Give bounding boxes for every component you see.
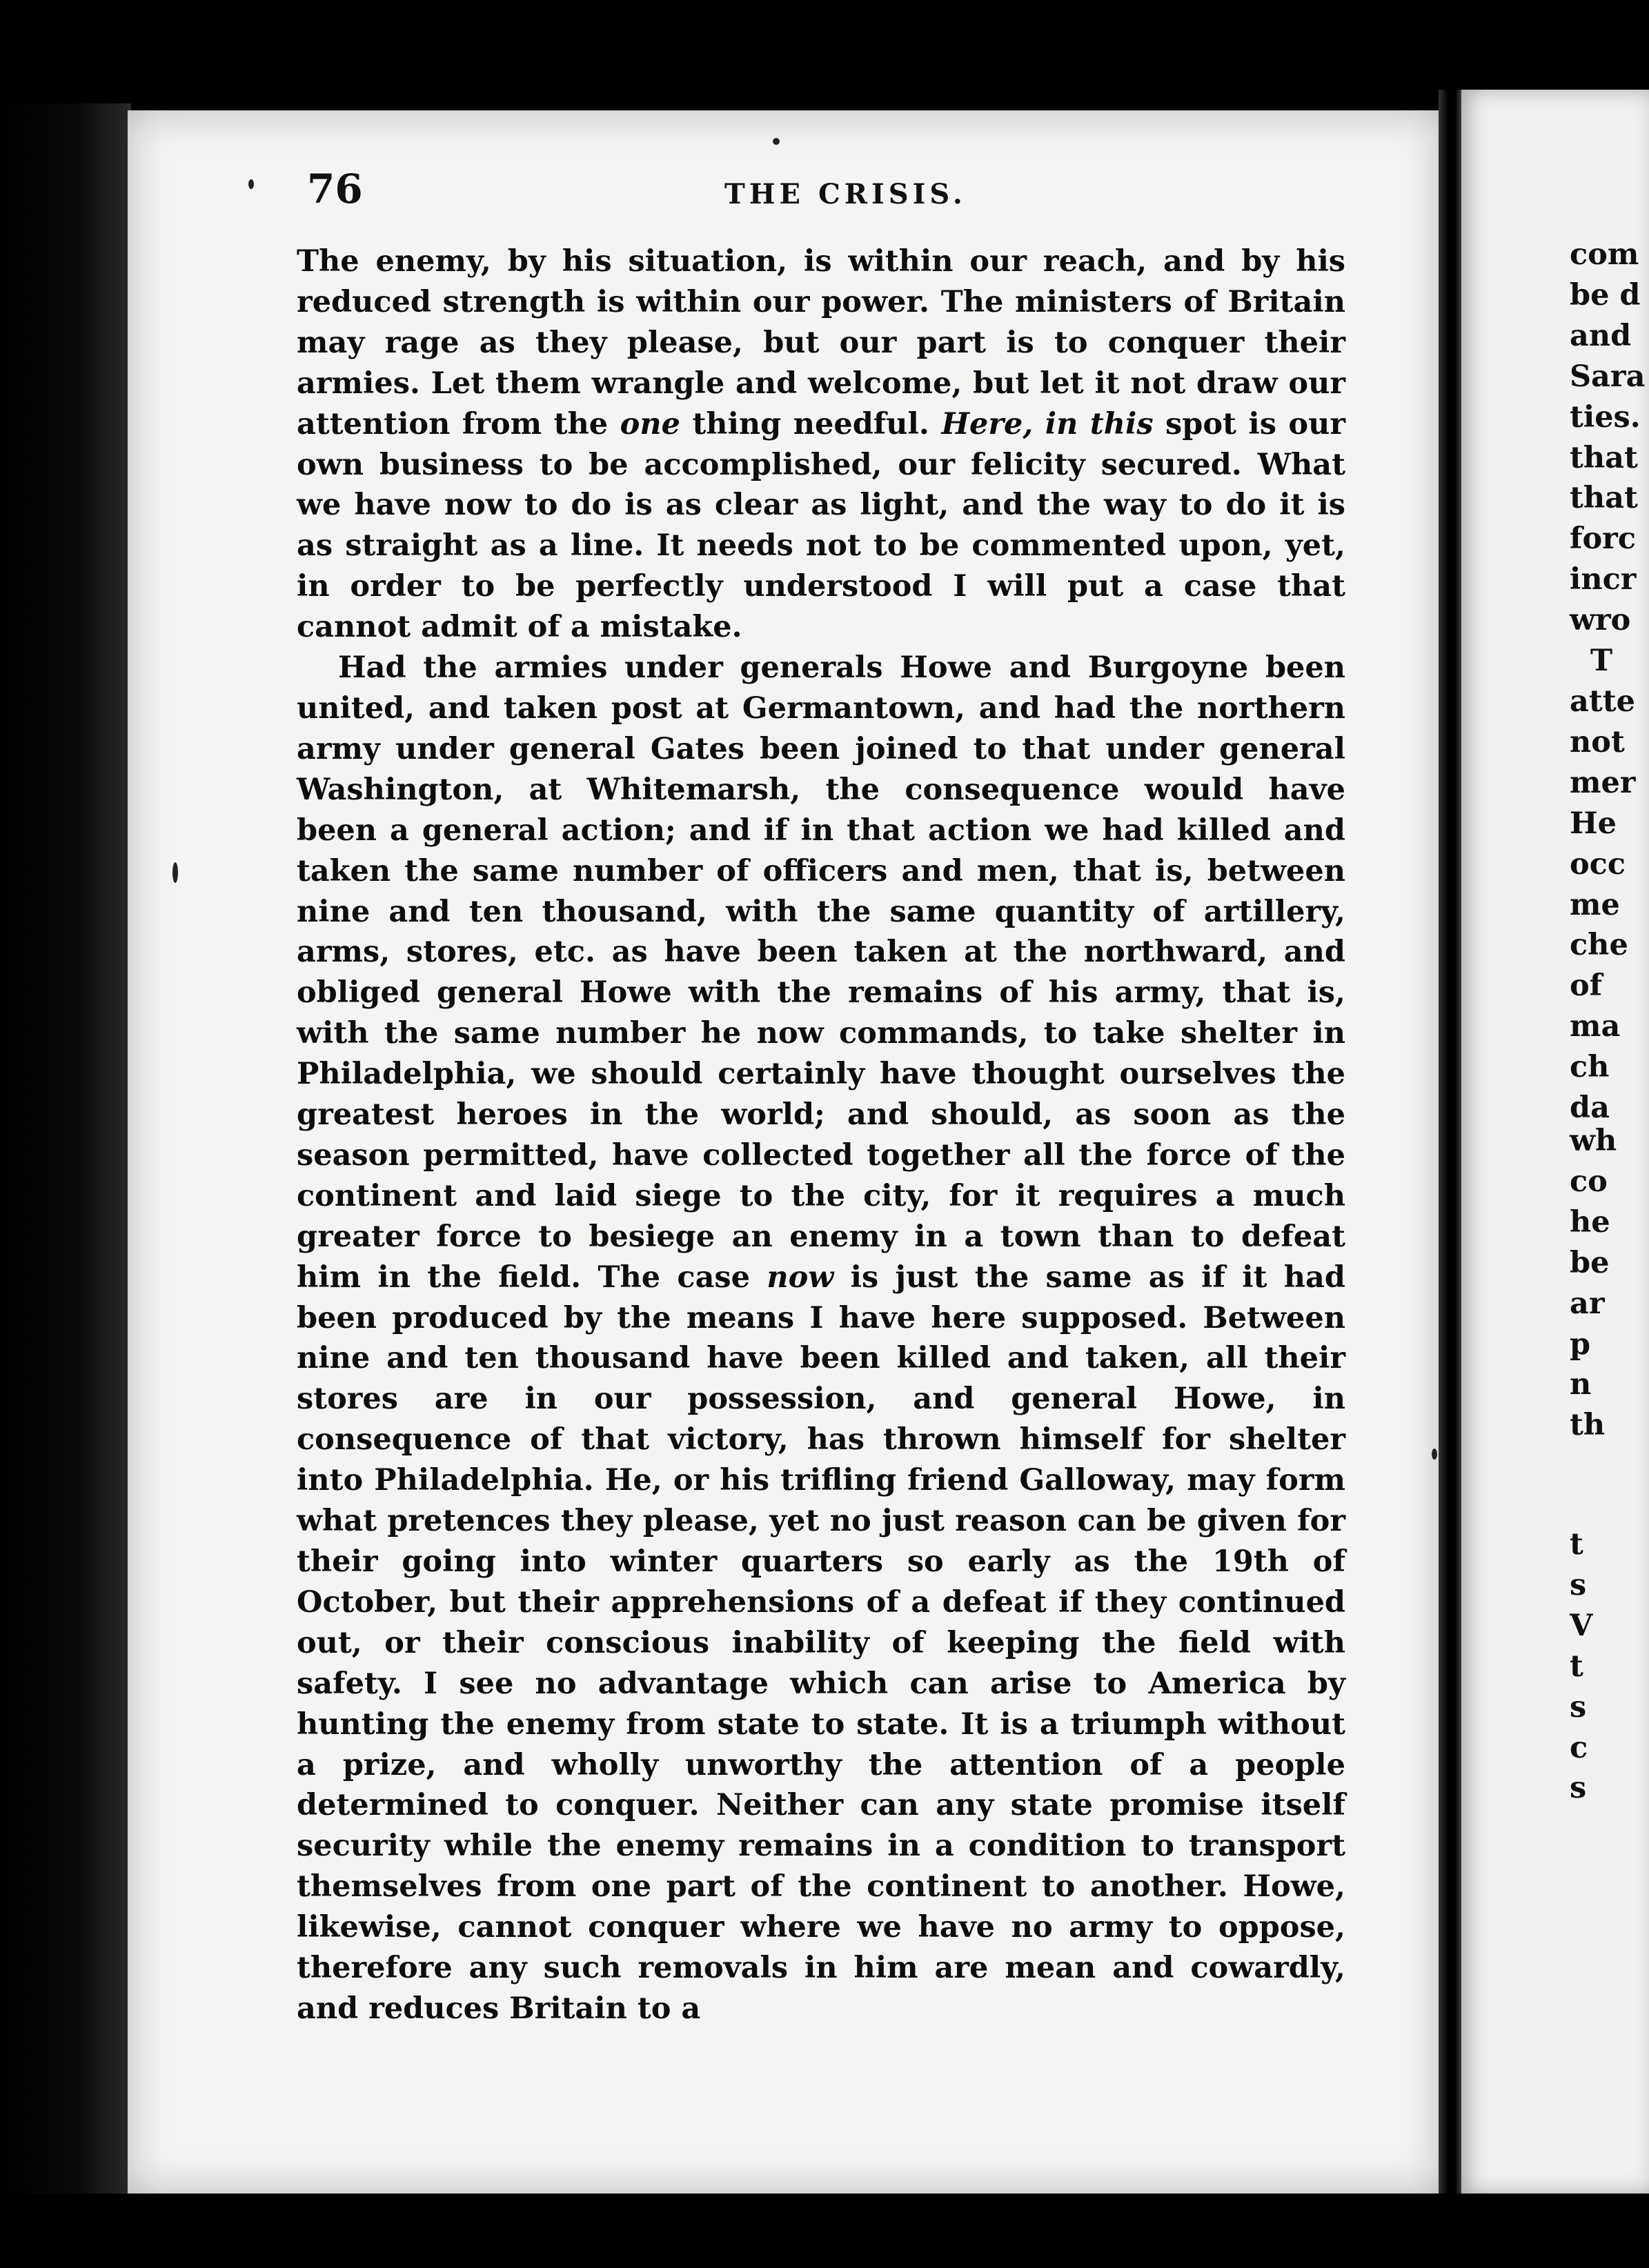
page-header xyxy=(172,166,1359,214)
text-run: thing needful. xyxy=(680,406,942,441)
scan-border-left xyxy=(0,103,131,2268)
scan-border-top xyxy=(0,0,1649,103)
scan-speck xyxy=(248,179,254,189)
text-run: The enemy, by his situation, is within our reach, and by his reduced strength is within our power. The ministers of Britain may rage as they please, but our part is to conquer their armies. Let them wrangle and welcome, but let it not draw our attention from the xyxy=(297,244,1345,441)
scan-speck xyxy=(773,138,780,145)
paragraph xyxy=(297,241,1345,648)
scan-speck xyxy=(1432,1449,1437,1460)
running-head: THE CRISIS. xyxy=(724,178,967,210)
body-text xyxy=(297,241,1345,2029)
book-gutter xyxy=(1439,90,1462,2242)
text-run: Had the armies under generals Howe and Burgoyne been united, and taken post at Germantown, and had the northern army under general Gates been joined to that under general Washington, at Whitemarsh, the consequence would have been a general action; and if in that action we had killed and taken the same number of officers and men, that is, between nine and ten thousand, with the same quantity of artillery, arms, stores, etc. as have been taken at the northward, and obliged general Howe with the remains of his army, that is, with the same number he now commands, to take shelter in Philadelphia, we should certainly have thought ourselves the greatest heroes in the world; and should, as soon as the season permitted, have collected together all the force of the continent and laid siege to the city, for it requires a much greater force to besiege an enemy in a town than to defeat him in the field. The case xyxy=(297,650,1345,1295)
scan-speck xyxy=(172,862,178,883)
italic-text: Here, in this xyxy=(941,406,1154,441)
text-run: spot is our own business to be accomplished, our felicity secured. What we have now to do is as clear as light, and the way to do it is as straight as a line. It needs not to be commented upon, yet, in order to be perfectly understood I will put a case that cannot admit of a mistake. xyxy=(297,406,1345,645)
facing-page-fragment: com be d and Sara ties. that that forc incr wro T atte not mer He occ me che of ma ch da xyxy=(1570,237,1646,1126)
facing-page-fragment: wh co he be ar p n th xyxy=(1570,1124,1617,1443)
scan-border-bottom xyxy=(0,2194,1649,2268)
facing-page-fragment: t s V t s c s xyxy=(1570,1527,1593,1806)
text-run: is just the same as if it had been produced by the means I have here supposed. Between nine and ten thousand have been killed and taken, all their stores are in our possession, and general Howe, in consequence of that victory, has thrown himself for shelter into Philadelphia. He, or his trifling friend Galloway, may form what pretences they please, yet no just reason can be given for their going into winter quarters so early as the 19th of October, but their apprehensions of a defeat if they continued out, or their conscious inability of keeping the field with safety. I see no advantage which can arise to America by hunting the enemy from state to state. It is a triumph without a prize, and wholly unworthy the attention of a people determined to conquer. Neither can any state promise itself security while the enemy remains in a condition to transport themselves from one part of the continent to another. Howe, likewise, cannot conquer where we have no army to oppose, therefore any such removals in him are mean and cowardly, and reduces Britain to a xyxy=(297,1260,1345,2026)
italic-text: one xyxy=(620,406,680,441)
page-number: 76 xyxy=(307,166,363,212)
paragraph xyxy=(297,648,1345,2029)
italic-text: now xyxy=(767,1260,834,1295)
